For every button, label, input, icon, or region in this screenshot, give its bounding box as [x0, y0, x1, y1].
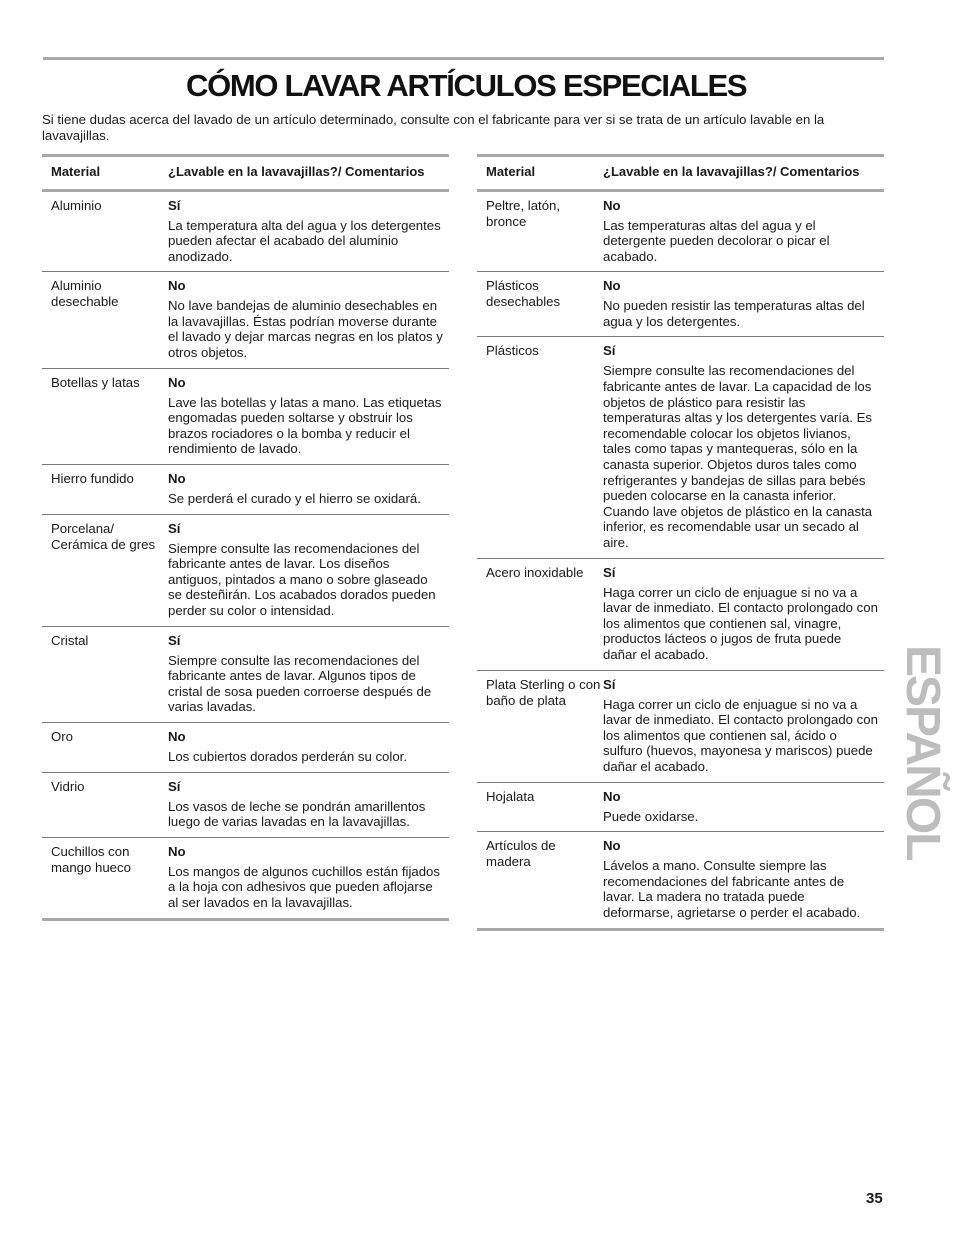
table-row [477, 671, 884, 783]
comment-cell [168, 375, 449, 457]
header-comments: ¿Lavable en la lavavajillas?/ Comentarios [168, 164, 425, 179]
material-cell: Hierro fundido [51, 471, 134, 487]
comment-cell [168, 633, 449, 715]
table-row [42, 838, 449, 921]
material-cell: Plásticos [486, 343, 539, 359]
dishwasher-safe-verdict: No [168, 374, 186, 390]
material-cell: Botellas y latas [51, 374, 140, 390]
comment-cell [168, 198, 449, 265]
comment-text: No lave bandejas de aluminio desechables en la lavavajillas. Éstas podrían moverse durante el lavado y dejar marcas negras en los platos y otros objetos. [168, 298, 443, 361]
dishwasher-safe-verdict: No [168, 843, 186, 859]
table-body [42, 192, 449, 921]
material-cell: Peltre, latón, bronce [486, 197, 561, 229]
page-title: CÓMO LAVAR ARTÍCULOS ESPECIALES [186, 68, 747, 103]
comment-text: Los vasos de leche se pondrán amarillentos luego de varias lavadas en la lavavajillas. [168, 798, 426, 830]
dishwasher-safe-verdict: Sí [603, 676, 616, 692]
comment-cell [603, 789, 884, 825]
comment-text: Los cubiertos dorados perderán su color. [168, 748, 407, 764]
comment-cell [603, 343, 884, 550]
dishwasher-safe-verdict: Sí [168, 197, 181, 213]
comment-text: Haga correr un ciclo de enjuague si no va a lavar de inmediato. El contacto prolongado con los alimentos que contienen sal, ácido o sulfuro (huevos, mayonesa y mariscos) puede dañar el acabado. [603, 696, 878, 774]
materials-table-left [42, 154, 449, 921]
comment-text: Se perderá el curado y el hierro se oxidará. [168, 491, 421, 507]
table-header [477, 157, 884, 192]
comment-text: Siempre consulte las recomendaciones del fabricante antes de lavar. Algunos tipos de cristal de sosa pueden corroerse después de varias lavadas. [168, 652, 432, 715]
table-row [477, 272, 884, 337]
comment-cell [168, 471, 449, 507]
dishwasher-safe-verdict: No [168, 278, 186, 294]
comment-text: Siempre consulte las recomendaciones del fabricante antes de lavar. La capacidad de los objetos de plástico para resistir las temperaturas altas y los detergentes varía. Es recomendable colocar los objetos livianos, tales como tapas y mantequeras, sólo en la canasta superior. Objetos duros tales como refrigerantes y bandejas de sillas para bebés pueden colocarse en la canasta inferior. Cuando lave objetos de plástico en la canasta inferior, es recomendable usar un secado al aire. [603, 363, 873, 550]
material-cell: Plásticos desechables [486, 278, 561, 310]
comment-cell [603, 838, 884, 920]
table-row [42, 723, 449, 773]
dishwasher-safe-verdict: No [603, 788, 621, 804]
comment-text: Lávelos a mano. Consulte siempre las recomendaciones del fabricante antes de lavar. La madera no tratada puede deformarse, agrietarse o perder el acabado. [603, 858, 861, 920]
material-cell: Aluminio [51, 197, 102, 213]
comment-text: Lave las botellas y latas a mano. Las etiquetas engomadas pueden soltarse y obstruir los brazos rociadores o la bomba y reducir el rendimiento de lavado. [168, 394, 442, 457]
table-row [42, 192, 449, 273]
comment-text: Puede oxidarse. [603, 808, 699, 824]
material-cell: Acero inoxidable [486, 564, 584, 580]
comment-cell [168, 278, 449, 360]
comment-cell [603, 278, 884, 329]
table-row [477, 783, 884, 833]
comment-cell [168, 844, 449, 911]
comment-text: Haga correr un ciclo de enjuague si no va a lavar de inmediato. El contacto prolongado con los alimentos que contienen sal, vinagre, productos lácteos o jugos de fruta puede dañar el acabado. [603, 584, 878, 662]
material-cell: Oro [51, 728, 73, 744]
materials-table-right [477, 154, 884, 931]
comment-cell [168, 729, 449, 765]
dishwasher-safe-verdict: No [603, 838, 621, 854]
header-material: Material [486, 164, 536, 179]
comment-cell [603, 565, 884, 663]
dishwasher-safe-verdict: Sí [168, 520, 181, 536]
table-row [477, 559, 884, 671]
comment-cell [168, 779, 449, 830]
table-header [42, 157, 449, 192]
comment-text: Las temperaturas altas del agua y el detergente pueden decolorar o picar el acabado. [603, 217, 830, 264]
table-row [42, 627, 449, 723]
dishwasher-safe-verdict: No [168, 471, 186, 487]
dishwasher-safe-verdict: No [603, 278, 621, 294]
material-cell: Aluminio desechable [51, 278, 119, 310]
dishwasher-safe-verdict: Sí [168, 632, 181, 648]
page-number: 35 [866, 1190, 883, 1207]
header-comments: ¿Lavable en la lavavajillas?/ Comentarios [603, 164, 860, 179]
comment-text: Los mangos de algunos cuchillos están fijados a la hoja con adhesivos que pueden aflojarse al ser lavados en la lavavajillas. [168, 863, 440, 910]
intro-paragraph: Si tiene dudas acerca del lavado de un artículo determinado, consulte con el fabricante para ver si se trata de un artículo lavable en la lavavajillas. [42, 112, 825, 143]
header-material: Material [51, 164, 101, 179]
table-row [477, 337, 884, 558]
comment-cell [168, 521, 449, 619]
table-row [42, 773, 449, 838]
material-cell: Cuchillos con mango hueco [51, 843, 131, 875]
material-cell: Artículos de madera [486, 838, 556, 870]
dishwasher-safe-verdict: Sí [603, 343, 616, 359]
comment-text: No pueden resistir las temperaturas altas del agua y los detergentes. [603, 298, 865, 329]
dishwasher-safe-verdict: Sí [168, 778, 181, 794]
table-row [42, 465, 449, 515]
material-cell: Porcelana/ Cerámica de gres [51, 520, 156, 552]
table-row [42, 515, 449, 627]
material-cell: Plata Sterling o con baño de plata [486, 676, 601, 708]
dishwasher-safe-verdict: No [603, 197, 621, 213]
table-row [42, 272, 449, 368]
comment-cell [603, 677, 884, 775]
table-body [477, 192, 884, 931]
material-cell: Hojalata [486, 788, 535, 804]
table-row [42, 369, 449, 465]
table-row [477, 832, 884, 930]
dishwasher-safe-verdict: No [168, 728, 186, 744]
top-rule [43, 57, 884, 60]
material-cell: Cristal [51, 632, 89, 648]
dishwasher-safe-verdict: Sí [603, 564, 616, 580]
comment-cell [603, 198, 884, 265]
material-cell: Vidrio [51, 778, 85, 794]
comment-text: Siempre consulte las recomendaciones del fabricante antes de lavar. Los diseños antiguos, pintados a mano o sobre glaseado se desteñirán. Los acabados dorados pueden perder su color o intensidad. [168, 540, 436, 618]
comment-text: La temperatura alta del agua y los detergentes pueden afectar el acabado del aluminio anodizado. [168, 217, 441, 264]
language-side-tab: ESPAÑOL [896, 645, 949, 860]
table-row [477, 192, 884, 273]
